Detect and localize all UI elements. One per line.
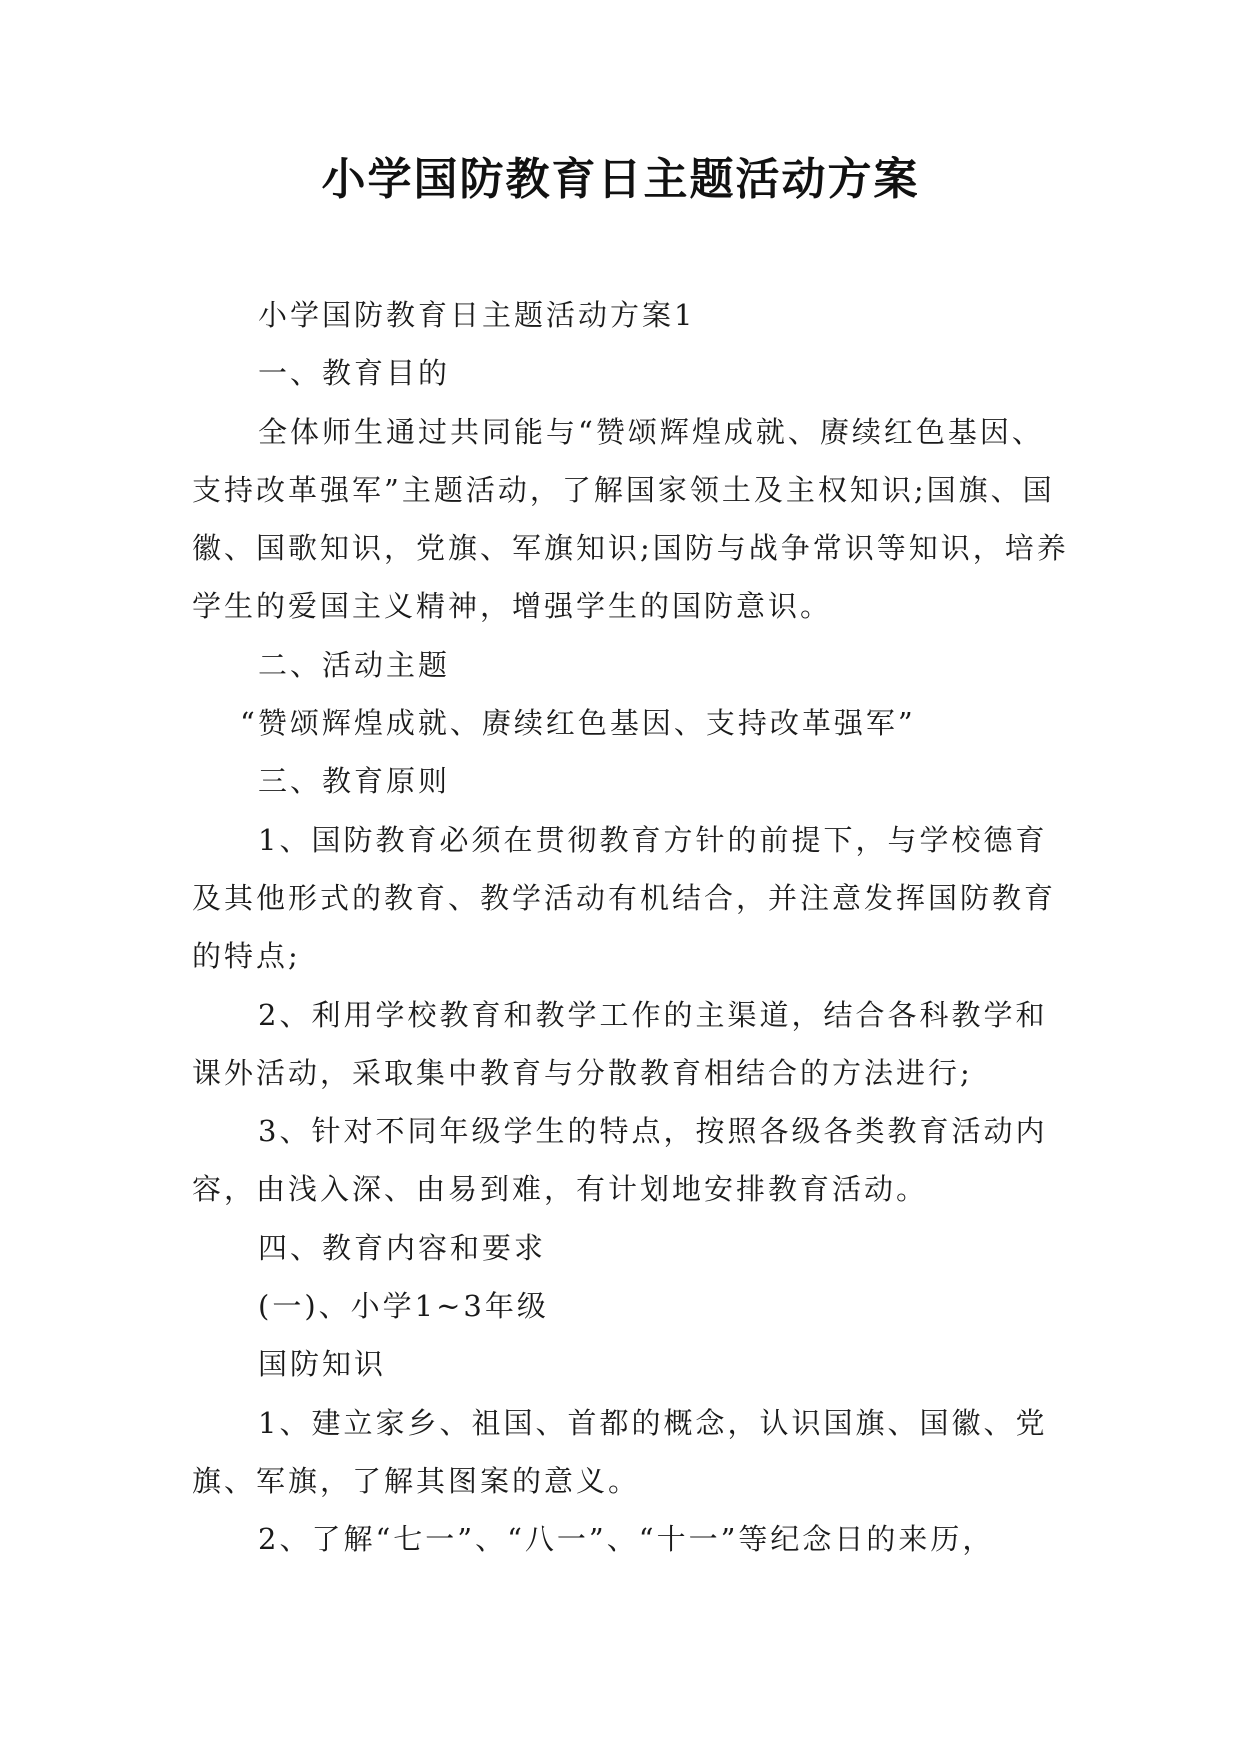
paragraph-knowledge-1: 1、建立家乡、祖国、首都的概念，认识国旗、国徽、党旗、军旗，了解其图案的意义。 <box>192 1405 1048 1498</box>
section-heading-theme: 二、活动主题 <box>258 647 451 682</box>
subheading-defense-knowledge: 国防知识 <box>258 1347 387 1382</box>
document-body <box>192 286 1072 1569</box>
paragraph-theme: “赞颂辉煌成就、赓续红色基因、支持改革强军” <box>240 706 916 741</box>
paragraph-purpose: 全体师生通过共同能与“赞颂辉煌成就、赓续红色基因、支持改革强军”主题活动，了解国家领土及主权知识;国旗、国徽、国歌知识，党旗、军旗知识;国防与战争常识等知识，培养学生的爱国主义精神，增强学生的国防意识。 <box>192 414 1069 624</box>
document-title: 小学国防教育日主题活动方案 <box>321 154 920 205</box>
paragraph-principle-2: 2、利用学校教育和教学工作的主渠道，结合各科教学和课外活动，采取集中教育与分散教育相结合的方法进行; <box>192 997 1048 1090</box>
section-heading-principles: 三、教育原则 <box>258 764 451 799</box>
heading-plan-1: 小学国防教育日主题活动方案1 <box>258 298 696 332</box>
section-heading-content: 四、教育内容和要求 <box>258 1230 547 1265</box>
paragraph-principle-3: 3、针对不同年级学生的特点，按照各级各类教育活动内容，由浅入深、由易到难，有计划地安排教育活动。 <box>192 1114 1048 1207</box>
paragraph-knowledge-2: 2、了解“七一”、“八一”、“十一”等纪念日的来历， <box>258 1522 995 1557</box>
subheading-grades-1-3: (一)、小学1~3年级 <box>258 1289 549 1324</box>
paragraph-principle-1: 1、国防教育必须在贯彻教育方针的前提下，与学校德育及其他形式的教育、教学活动有机结合，并注意发挥国防教育的特点; <box>192 822 1057 974</box>
section-heading-purpose: 一、教育目的 <box>258 356 451 391</box>
